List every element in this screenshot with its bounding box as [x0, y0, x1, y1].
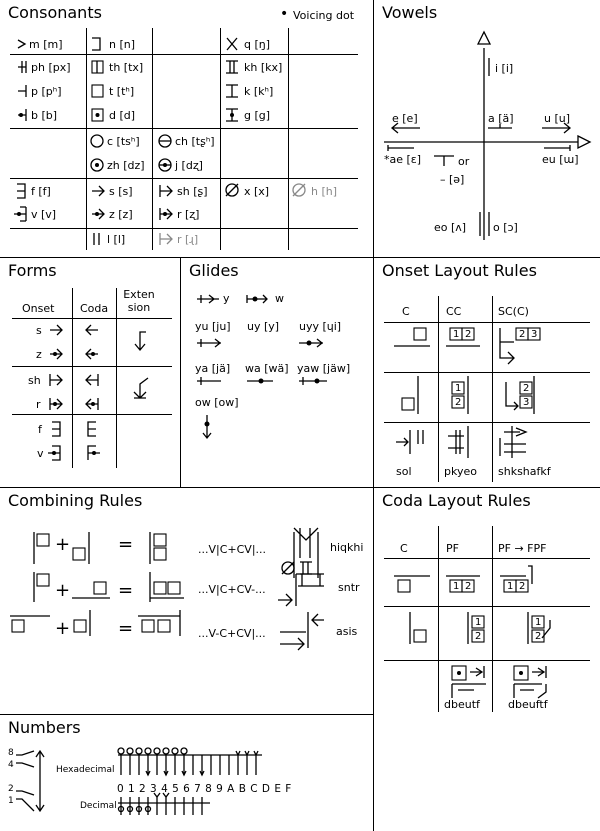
onset-box-3: 2 — [519, 329, 526, 340]
vowel-a: a [ä] — [488, 112, 514, 125]
cons-n: n [n] — [109, 38, 136, 51]
onset-box-2: 2 — [465, 329, 472, 340]
cons-g: g [g] — [244, 109, 271, 122]
cons-h: h [h] — [311, 185, 338, 198]
forms-header-onset: Onset — [22, 302, 55, 315]
coda-layout-title: Coda Layout Rules — [382, 491, 531, 510]
cons-l: l [l] — [107, 233, 126, 246]
combine-plus-1: + — [55, 534, 71, 555]
coda-box-8: 2 — [535, 631, 542, 642]
cons-r: r [ʐ] — [177, 208, 200, 221]
onset-box-6: 2 — [455, 397, 462, 408]
cons-p: p [pʰ] — [31, 85, 62, 98]
glide-y: y — [223, 292, 230, 305]
cons-kh: kh [kх] — [244, 61, 283, 74]
coda-header-pf: PF — [446, 542, 459, 555]
glides-title: Glides — [189, 261, 239, 280]
vowel-schwa: – [ə] — [440, 173, 465, 186]
onset-box-5: 1 — [455, 383, 462, 394]
place-value-4: 4 — [8, 760, 14, 770]
combine-plus-2: + — [55, 580, 71, 601]
onset-glyphs — [374, 258, 600, 487]
onset-box-4: 3 — [531, 329, 538, 340]
coda-box-1: 1 — [453, 581, 460, 592]
vowel-ae: *ae [ɛ] — [384, 153, 422, 166]
forms-panel — [0, 258, 180, 487]
forms-z: z — [36, 348, 42, 361]
glide-wa: wa [wä] — [245, 362, 289, 375]
cons-d: d [d] — [109, 109, 136, 122]
combine-plus-3: + — [55, 618, 71, 639]
cons-z: z [z] — [109, 208, 133, 221]
combining-glyphs — [0, 488, 373, 714]
onset-example-shkshafkf: shkshafkf — [498, 465, 551, 478]
hex-digit-stems — [118, 748, 258, 775]
forms-glyphs — [0, 258, 180, 487]
decimal-label: Decimal — [80, 801, 117, 811]
combine-example-hiqkhi: hiqkhi — [330, 541, 364, 554]
place-value-1: 1 — [8, 796, 14, 806]
vowel-u: u [u] — [544, 112, 571, 125]
forms-f: f — [38, 423, 42, 436]
numeral-glyphs — [0, 715, 373, 831]
consonants-panel — [0, 0, 373, 257]
onset-box-8: 3 — [523, 397, 530, 408]
forms-v: v — [37, 447, 44, 460]
numbers-panel — [0, 715, 373, 831]
cons-th: th [tх] — [109, 61, 144, 74]
hexadecimal-label: Hexadecimal — [56, 765, 115, 775]
onset-layout-panel — [374, 258, 600, 487]
glide-yaw: yaw [jäw] — [297, 362, 351, 375]
onset-box-1: 1 — [453, 329, 460, 340]
onset-example-sol: sol — [396, 465, 412, 478]
vowel-e: e [e] — [392, 112, 418, 125]
place-value-2: 2 — [8, 784, 14, 794]
cons-ph: ph [pх] — [31, 61, 71, 74]
combine-eq-2: = — [118, 580, 134, 601]
coda-box-7: 1 — [535, 617, 542, 628]
onset-header-scc: SC(C) — [498, 305, 529, 318]
combine-rule-3: ...V-C+CV|... — [198, 627, 266, 640]
cons-s: s [s] — [109, 185, 133, 198]
forms-r: r — [36, 398, 41, 411]
forms-header-coda: Coda — [80, 302, 109, 315]
glide-yu: yu [ju] — [195, 320, 231, 333]
coda-glyphs — [374, 488, 600, 714]
combining-title: Combining Rules — [8, 491, 143, 510]
cons-t: t [tʰ] — [109, 85, 135, 98]
forms-title: Forms — [8, 261, 57, 280]
onset-example-pkyeo: pkyeo — [444, 465, 477, 478]
glide-ya: ya [jä] — [195, 362, 231, 375]
coda-box-2: 2 — [465, 581, 472, 592]
coda-box-3: 1 — [507, 581, 514, 592]
glide-w: w — [275, 292, 284, 305]
combining-panel — [0, 488, 373, 714]
vowel-or: or — [458, 155, 470, 168]
forms-s: s — [36, 324, 42, 337]
dec-digit-stems — [119, 793, 203, 815]
forms-sh: sh — [28, 374, 41, 387]
coda-header-fpf: PF → FPF — [498, 542, 547, 555]
coda-header-c: C — [400, 542, 408, 555]
coda-box-6: 2 — [475, 631, 482, 642]
vowel-chart — [374, 0, 600, 257]
voicing-dot-label: Voicing dot — [293, 9, 355, 22]
cons-m: m [m] — [29, 38, 63, 51]
consonants-title: Consonants — [8, 3, 102, 22]
forms-header-extension: Exten sion — [123, 288, 155, 314]
cons-k: k [kʰ] — [244, 85, 274, 98]
cons-b: b [b] — [31, 109, 58, 122]
onset-header-c: C — [402, 305, 410, 318]
onset-header-cc: CC — [446, 305, 462, 318]
cons-x: x [x] — [244, 185, 270, 198]
vowels-title: Vowels — [382, 3, 438, 22]
place-value-8: 8 — [8, 748, 14, 758]
digit-row: 0 1 2 3 4 5 6 7 8 9 A B C D E F — [117, 783, 292, 795]
coda-example-dbeuftf: dbeuftf — [508, 698, 548, 711]
coda-box-4: 2 — [519, 581, 526, 592]
onset-layout-title: Onset Layout Rules — [382, 261, 537, 280]
vowel-eu: eu [ɯ] — [542, 153, 579, 166]
glide-uy: uy [y] — [247, 320, 280, 333]
combine-rule-1: ...V|C+CV|... — [198, 543, 267, 556]
combine-eq-3: = — [118, 618, 134, 639]
cons-j: j [dʐ] — [175, 159, 203, 172]
vowel-o: o [ɔ] — [493, 221, 518, 234]
coda-box-5: 1 — [475, 617, 482, 628]
cons-sh: sh [ʂ] — [177, 185, 208, 198]
cons-zh: zh [dz] — [107, 159, 145, 172]
glide-ow: ow [ow] — [195, 396, 239, 409]
combine-rule-2: ...V|C+CV-... — [198, 583, 266, 596]
coda-example-dbeutf: dbeutf — [444, 698, 480, 711]
cons-r2: r [ɻ] — [177, 233, 199, 246]
combine-eq-1: = — [118, 534, 134, 555]
cons-v: v [v] — [31, 208, 57, 221]
cons-ch: ch [tʂʰ] — [175, 135, 215, 148]
combine-example-asis: asis — [336, 625, 358, 638]
numbers-title: Numbers — [8, 718, 81, 737]
cons-c: c [tsʰ] — [107, 135, 140, 148]
glide-uyy: uyy [ɥi] — [299, 320, 342, 333]
glides-panel — [181, 258, 373, 487]
cons-q: q [ŋ] — [244, 38, 271, 51]
vowel-eo: eo [ʌ] — [434, 221, 467, 234]
cons-f: f [f] — [31, 185, 51, 198]
onset-box-7: 2 — [523, 383, 530, 394]
vowels-panel — [374, 0, 600, 257]
coda-layout-panel — [374, 488, 600, 714]
vowel-i: i [i] — [495, 62, 514, 75]
voicing-dot-icon: • — [280, 6, 289, 22]
combine-example-sntr: sntr — [338, 581, 360, 594]
